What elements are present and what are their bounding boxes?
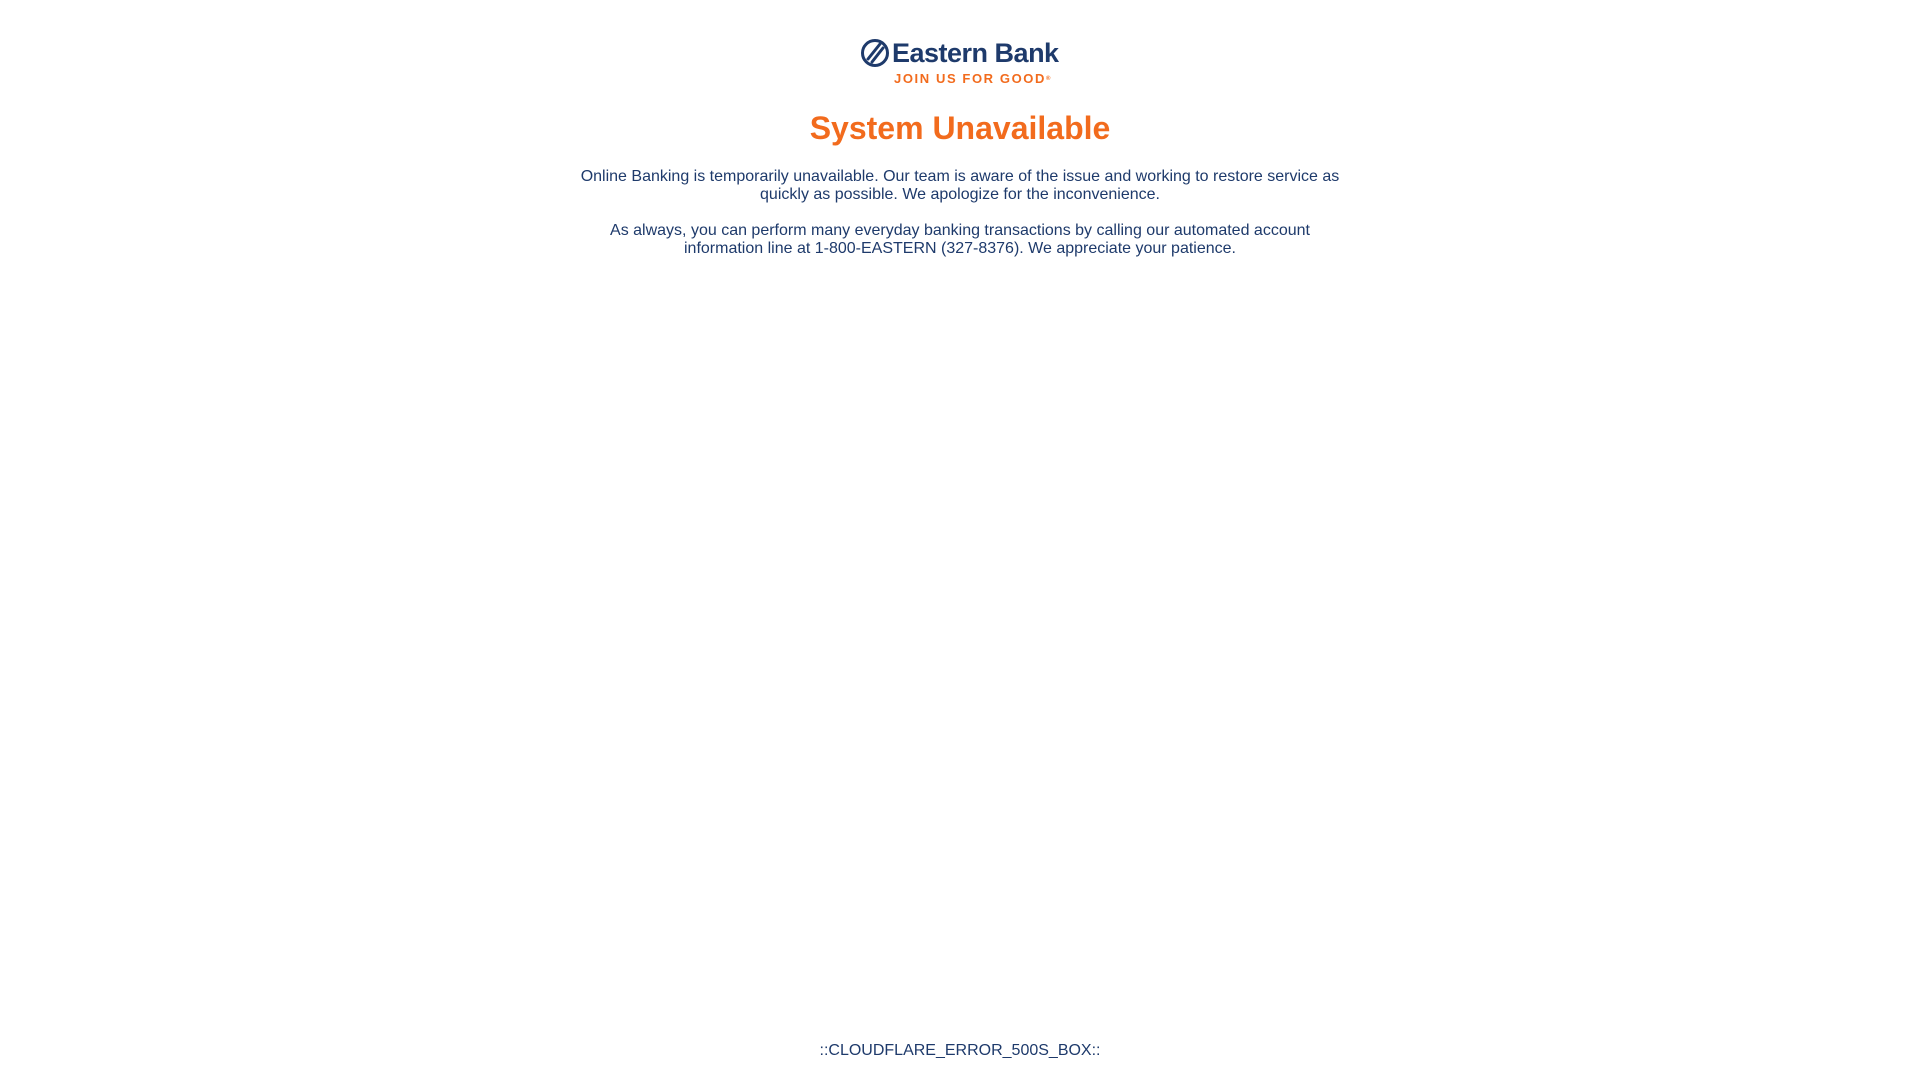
unavailable-message: Online Banking is temporarily unavailable. Our team is aware of the issue and working to restore service as quickly as possible. We apologize for the inconvenience. bbox=[580, 168, 1340, 203]
page-title: System Unavailable bbox=[809, 110, 1111, 146]
logo-brand-name: Eastern Bank bbox=[892, 38, 1059, 68]
eastern-bank-logo bbox=[860, 36, 1062, 88]
trademark-symbol: ® bbox=[1046, 76, 1051, 82]
cloudflare-error-placeholder: ::CLOUDFLARE_ERROR_500S_BOX:: bbox=[819, 1042, 1101, 1059]
logo-tagline-text: JOIN US FOR GOOD bbox=[894, 71, 1047, 86]
logo-tagline bbox=[894, 71, 1050, 87]
eastern-bank-logo-mark-icon bbox=[860, 38, 890, 68]
phone-banking-message: As always, you can perform many everyday banking transactions by calling our automated account information line at 1-800-EASTERN (327-8376). We appreciate your patience. bbox=[610, 222, 1310, 257]
